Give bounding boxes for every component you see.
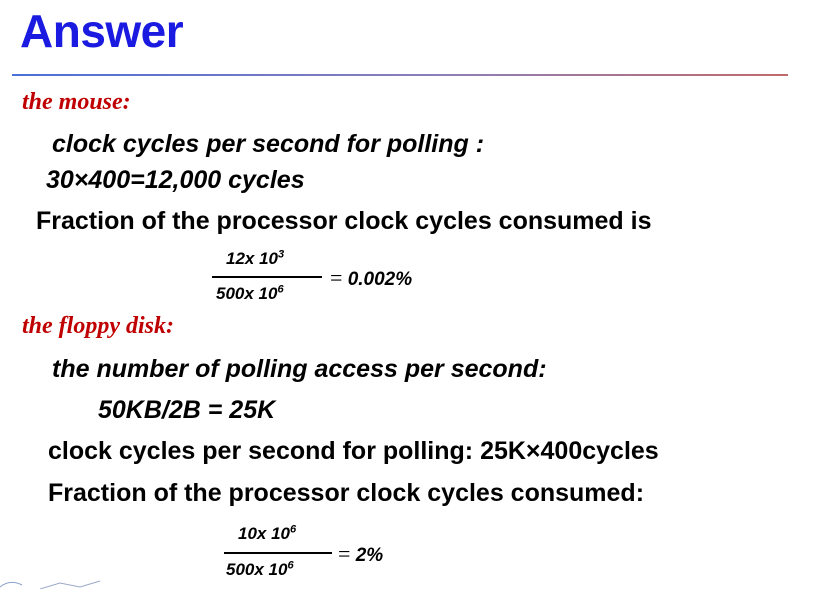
floppy-line-4: Fraction of the processor clock cycles consumed:: [48, 479, 645, 507]
floppy-fraction-denominator: [226, 560, 294, 580]
floppy-heading: the floppy disk:: [22, 313, 174, 339]
floppy-denominator-exponent: 6: [287, 559, 294, 572]
mouse-fraction-bar: [212, 276, 322, 278]
mouse-denominator-base: 500x 10: [216, 284, 278, 303]
mouse-numerator-base: 12x 10: [226, 249, 278, 268]
page-title: Answer: [20, 5, 184, 57]
floppy-result-value: 2%: [355, 545, 384, 566]
mouse-line-2: 30×400=12,000 cycles: [46, 166, 305, 194]
mouse-heading: the mouse:: [22, 89, 131, 115]
mouse-denominator-exponent: 6: [277, 283, 284, 296]
floppy-denominator-base: 500x 10: [226, 560, 288, 579]
corner-decoration: [0, 577, 120, 589]
floppy-fraction-bar: [224, 552, 332, 554]
mouse-numerator-exponent: 3: [278, 248, 285, 261]
title-divider: [12, 74, 788, 76]
mouse-line-1: clock cycles per second for polling :: [52, 130, 485, 158]
floppy-numerator-exponent: 6: [290, 523, 297, 536]
floppy-line-1: the number of polling access per second:: [52, 355, 547, 383]
floppy-equals-sign: =: [338, 541, 351, 566]
floppy-line-2: 50KB/2B = 25K: [98, 396, 276, 424]
mouse-result: [330, 265, 412, 291]
mouse-fraction-denominator: [216, 284, 284, 304]
floppy-fraction-numerator: [238, 524, 296, 544]
mouse-fraction-numerator: [226, 249, 284, 269]
mouse-line-3: Fraction of the processor clock cycles consumed is: [36, 207, 652, 235]
floppy-line-3: clock cycles per second for polling: 25K×400cycles: [48, 437, 659, 465]
mouse-equals-sign: =: [330, 265, 343, 290]
floppy-result: [338, 541, 383, 567]
mouse-result-value: 0.002%: [347, 269, 413, 290]
floppy-numerator-base: 10x 10: [238, 524, 290, 543]
